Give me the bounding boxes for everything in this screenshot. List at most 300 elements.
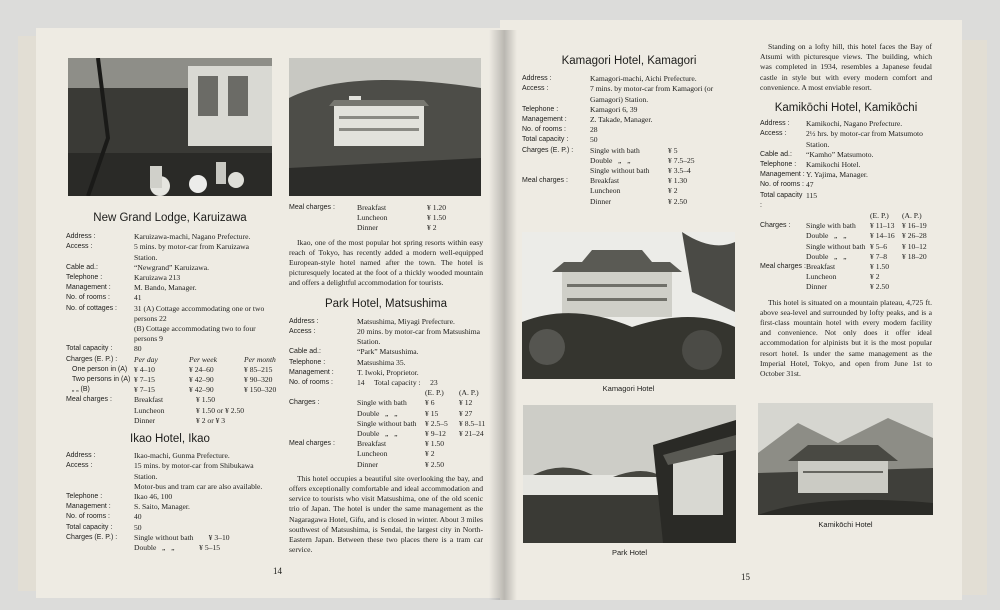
meal-price: ¥ 1.50 or ¥ 2.50 — [196, 405, 245, 415]
meal-values — [806, 262, 932, 272]
info-value: 50 — [134, 522, 142, 532]
info-value: Kamagori 6, 39 — [590, 104, 638, 114]
info-key: Total capacity : — [66, 345, 113, 353]
info-value: Y. Yajima, Manager. — [806, 170, 868, 180]
meal-price: ¥ 2 or ¥ 3 — [196, 415, 226, 425]
meal-row — [289, 439, 483, 449]
meal-row — [66, 395, 274, 405]
meal-label: Meal charges : — [289, 440, 335, 448]
meal-spacer — [66, 416, 134, 426]
charges-row-label: Double „ „ — [806, 251, 847, 261]
charges-values — [134, 385, 299, 395]
charges-head — [134, 355, 299, 365]
meal-values — [806, 282, 932, 292]
charges-values — [806, 242, 957, 252]
info-value: 80 — [134, 344, 142, 354]
meal-values — [357, 203, 483, 213]
charge-cell: ¥ 10–12 — [902, 241, 927, 251]
ep-head: (E. P.) — [425, 388, 444, 398]
info-row — [289, 358, 483, 368]
info-key — [66, 324, 134, 344]
info-value: “Kamho” Matsumoto. — [806, 149, 874, 159]
meal-row — [760, 262, 932, 272]
meal-name: Luncheon — [590, 186, 621, 196]
charges-label: Charges : — [760, 222, 791, 230]
info-row — [760, 150, 932, 160]
meal-name: Dinner — [357, 459, 379, 469]
info-row — [522, 74, 736, 84]
charges-spacer — [289, 409, 357, 419]
meal-price: ¥ 1.50 — [425, 439, 444, 449]
ap-head: (A. P.) — [459, 388, 479, 398]
grand-lodge-section — [66, 212, 277, 553]
per-month-head: Per month — [244, 354, 276, 364]
meal-price: ¥ 1.50 — [427, 213, 446, 223]
charges-row-label: Two persons in (A) — [72, 376, 131, 384]
info-row — [66, 232, 274, 242]
info-value: Ikao 46, 100 — [134, 492, 173, 502]
meal-price: ¥ 1.50 — [196, 395, 215, 405]
meal-row — [66, 406, 274, 416]
meal-spacer — [522, 186, 590, 196]
info-row — [66, 492, 274, 502]
charges-row — [289, 418, 486, 429]
kamikochi-section — [760, 42, 932, 379]
meal-values — [134, 416, 274, 426]
charges-row-label: Double „ „ — [357, 429, 398, 439]
info-value: “Park” Matsushima. — [357, 347, 419, 357]
charges-values — [590, 166, 736, 176]
info-value: 20 mins. by motor-car from Matsushima Station. — [357, 327, 481, 347]
meal-spacer — [66, 406, 134, 416]
info-key: Telephone : — [66, 493, 103, 501]
info-row — [66, 304, 274, 324]
info-row — [289, 317, 483, 327]
charge-cell: ¥ 42–90 — [189, 385, 214, 395]
park-hotel-title: Park Hotel, Matsushima — [324, 297, 448, 310]
info-value: Kamikochi, Nagano Prefecture. — [806, 119, 903, 129]
info-key: No. of rooms : — [66, 294, 110, 302]
charges-label: Charges (E. P.) : — [522, 146, 574, 154]
info-key: No. of cottages : — [66, 304, 117, 312]
info-row — [66, 482, 274, 492]
meal-price: ¥ 2 — [668, 186, 678, 196]
meal-price: ¥ 2.50 — [425, 459, 444, 469]
charge-cell: ¥ 21–24 — [459, 429, 484, 439]
meal-price: ¥ 2 — [427, 223, 437, 233]
info-row — [66, 263, 274, 273]
charge-cell: ¥ 26–28 — [902, 231, 927, 241]
kamagori-hotel-caption: Kamagori Hotel — [602, 384, 655, 393]
info-row — [289, 378, 483, 388]
mid-column — [289, 203, 486, 556]
ep-ap-spacer — [289, 388, 357, 398]
charge-cell: ¥ 2.5–5 — [425, 418, 448, 428]
charge-cell: ¥ 5 — [668, 145, 678, 155]
meal-values — [134, 395, 274, 405]
charge-cell: ¥ 12 — [459, 398, 473, 408]
ep-ap-header — [289, 388, 483, 398]
info-key: Telephone : — [289, 358, 326, 366]
info-value: M. Bando, Manager. — [134, 283, 197, 293]
info-value: Motor-bus and tram car are also available. — [134, 481, 263, 491]
meal-values — [590, 176, 736, 186]
meal-spacer — [289, 449, 357, 459]
info-value: Single without bath ¥ 3–10 — [134, 532, 230, 542]
charges-row — [522, 166, 736, 176]
charge-cell: ¥ 6 — [425, 398, 435, 408]
info-row — [760, 170, 932, 180]
meal-values — [134, 406, 274, 416]
meal-values — [806, 272, 932, 282]
grand-lodge-rows — [66, 232, 274, 354]
meal-values — [357, 439, 483, 449]
charge-cell: ¥ 15 — [425, 408, 439, 418]
header-spacer — [357, 388, 425, 398]
charges-values — [806, 231, 957, 241]
charges-row — [522, 156, 736, 166]
meal-row — [522, 197, 736, 207]
charges-row — [522, 146, 736, 156]
charges-row — [289, 409, 483, 419]
meal-row — [760, 272, 932, 282]
info-key: Address : — [66, 233, 96, 241]
meal-name: Luncheon — [357, 213, 388, 223]
charge-cell: ¥ 16–19 — [902, 221, 927, 231]
ep-ap-values — [806, 211, 957, 221]
info-key: Access : — [289, 328, 316, 336]
info-value: 41 — [134, 293, 142, 303]
book-spine-shadow — [489, 30, 517, 600]
meal-spacer — [760, 272, 806, 282]
grand-lodge-title: New Grand Lodge, Karuizawa — [93, 212, 247, 224]
meal-name: Breakfast — [134, 395, 164, 405]
kamagori-description: Standing on a lofty hill, this hotel faces the Bay of Atsumi with picturesque views. The building, which was completed in 1934, resembles a Japanese feudal castle in style but with every modern comfort and convenience. A most enviable resort. — [760, 42, 932, 92]
charges-row — [289, 429, 483, 439]
charges-spacer — [289, 419, 357, 429]
meal-spacer — [289, 213, 357, 223]
info-row — [522, 105, 736, 115]
info-value: 50 — [590, 135, 598, 145]
charges-values — [357, 419, 514, 429]
kamagori-hotel-title: Kamagori Hotel, Kamagori — [561, 55, 697, 67]
info-value: “Newgrand” Karuizawa. — [134, 262, 210, 272]
info-value: 115 — [806, 190, 818, 200]
ep-ap-values — [357, 388, 514, 398]
per-week-head: Per week — [189, 354, 218, 364]
info-key: Access : — [522, 85, 549, 93]
charges-row-label: Double „ „ — [590, 155, 631, 165]
kamagori-section — [522, 56, 736, 207]
info-key: Total capacity : — [66, 523, 113, 531]
info-key: Management : — [289, 368, 334, 376]
info-value: (B) Cottage accommodating two to four persons 9 — [134, 324, 256, 344]
kamikochi-hotel-caption: Kamikōchi Hotel — [818, 520, 873, 529]
ikao-description: Ikao, one of the most popular hot spring resorts within easy reach of Tokyo, has recently added a modern well-equipped European-style hotel named after the town. The hotel is picturesquely located at the foot of a thickly wooded mountain and offers a delightful accommodation for tourists. — [289, 237, 483, 288]
meal-values — [590, 186, 736, 196]
per-day-head: Per day — [134, 354, 158, 364]
ikao-hotel-photo — [289, 58, 481, 196]
info-key: Charges (E. P.) : — [66, 533, 118, 541]
meal-values — [357, 213, 483, 223]
info-key: Address : — [289, 317, 319, 325]
info-row — [760, 180, 932, 190]
info-key: Cable ad.: — [66, 263, 98, 271]
info-row — [760, 119, 932, 129]
meal-values — [357, 223, 483, 233]
info-row — [66, 461, 274, 481]
ikao-hotel-title: Ikao Hotel, Ikao — [130, 433, 210, 446]
ep-head: (E. P.) — [870, 211, 889, 221]
info-value: Karuizawa 213 — [134, 273, 181, 283]
meal-row — [289, 203, 483, 213]
info-row — [760, 191, 932, 211]
info-row — [66, 242, 274, 262]
charges-row-label: Single with bath — [590, 145, 640, 155]
kamikochi-hotel-photo — [758, 403, 933, 515]
meal-name: Dinner — [134, 415, 156, 425]
info-key: Cable ad.: — [289, 348, 321, 356]
meal-name: Luncheon — [134, 405, 165, 415]
info-key: No. of rooms : — [289, 379, 333, 387]
meal-price: ¥ 2 — [870, 272, 880, 282]
info-value: Double „ „ ¥ 5–15 — [134, 543, 221, 553]
park-hotel-description: This hotel occupies a beautiful site overlooking the bay, and offers exceptionally comfortable and ideal accommodation and service to tourists who visit Matsushima, one of the old scenic trio of Japan. The hotel is under the same management as the Nagaragawa Hotel, Gifu, and is closed in winter. About 3 miles southwest of Matsushima, is Sendai, the largest city in North-Eastern Japan. Between these two places there is a tram car service. — [289, 473, 483, 555]
meal-name: Breakfast — [357, 439, 387, 449]
info-value: Matsushima, Miyagi Prefecture. — [357, 316, 455, 326]
charges-row — [66, 375, 274, 385]
meal-spacer — [522, 197, 590, 207]
charges-row-label: Double „ „ — [806, 231, 847, 241]
info-key: Access : — [760, 130, 787, 138]
charges-label: Charges (E. P.) : — [66, 355, 118, 363]
meal-row — [522, 176, 736, 186]
info-value: Ikao-machi, Gunma Prefecture. — [134, 451, 230, 461]
meal-name: Breakfast — [806, 262, 836, 272]
charge-cell: ¥ 7–8 — [870, 251, 888, 261]
ep-ap-spacer — [760, 211, 806, 221]
header-spacer — [806, 211, 870, 221]
info-row — [66, 512, 274, 522]
info-value: 15 mins. by motor-car from Shibukawa Station. — [134, 461, 254, 481]
charges-values — [134, 375, 299, 385]
meal-price: ¥ 2.50 — [870, 282, 889, 292]
charges-row-label: Double „ „ — [357, 408, 398, 418]
meal-values — [357, 449, 483, 459]
charges-row — [760, 252, 932, 262]
meal-label: Meal charges : — [289, 204, 335, 211]
charges-row — [760, 231, 932, 241]
info-key: Access : — [66, 462, 93, 470]
info-value: 28 — [590, 125, 598, 135]
charges-row-label: Single with bath — [806, 221, 856, 231]
charges-spacer — [522, 156, 590, 166]
meal-spacer — [289, 460, 357, 470]
info-key: Access : — [66, 243, 93, 251]
charges-spacer — [522, 166, 590, 176]
charge-cell: ¥ 7–15 — [134, 385, 155, 395]
charge-cell: ¥ 18–20 — [902, 251, 927, 261]
meal-row — [522, 186, 736, 196]
info-key: Management : — [66, 284, 111, 292]
meal-name: Luncheon — [357, 449, 388, 459]
charge-cell: ¥ 7–15 — [134, 375, 155, 385]
meal-price: ¥ 2.50 — [668, 196, 687, 206]
charges-row-label: Single without bath — [590, 166, 650, 176]
charges-row — [760, 242, 932, 252]
info-row — [66, 451, 274, 461]
info-key: Management : — [760, 171, 805, 179]
info-row — [66, 324, 274, 344]
info-value: Kamagori-machi, Aichi Prefecture. — [590, 74, 697, 84]
meal-row — [289, 460, 483, 470]
charge-cell: ¥ 4–10 — [134, 364, 155, 374]
grand-lodge-photo — [68, 58, 272, 196]
info-value: 47 — [806, 180, 814, 190]
charges-spacer — [760, 252, 806, 262]
info-key: No. of rooms : — [760, 181, 804, 189]
info-row — [66, 283, 274, 293]
info-row — [66, 502, 274, 512]
charges-spacer — [760, 231, 806, 241]
meal-label: Meal charges : — [66, 396, 112, 404]
charges-header-row — [66, 355, 274, 365]
ep-ap-header — [760, 211, 932, 221]
info-key: Total capacity : — [760, 191, 803, 209]
info-row — [522, 135, 736, 145]
info-value: T. Iwoki, Proprietor. — [357, 367, 419, 377]
info-key: Telephone : — [66, 274, 103, 282]
info-row — [760, 129, 932, 149]
charges-row — [289, 398, 483, 408]
meal-price: ¥ 1.30 — [668, 176, 687, 186]
charges-values — [357, 398, 514, 408]
info-value: S. Saito, Manager. — [134, 502, 190, 512]
info-key: Cable ad.: — [760, 150, 792, 158]
info-value: 31 (A) Cottage accommodating one or two persons 22 — [134, 303, 265, 323]
meal-name: Dinner — [806, 282, 828, 292]
meal-row — [66, 416, 274, 426]
charge-cell: ¥ 150–320 — [244, 385, 277, 395]
charge-cell: ¥ 11–13 — [870, 221, 895, 231]
charge-cell: ¥ 5–6 — [870, 241, 888, 251]
info-row — [66, 543, 274, 553]
charges-values — [357, 409, 514, 419]
info-value: 2½ hrs. by motor-car from Matsumoto Station. — [806, 129, 923, 149]
charge-cell: ¥ 42–90 — [189, 375, 214, 385]
meal-row — [289, 213, 483, 223]
info-key: Total capacity : — [522, 136, 569, 144]
info-row — [66, 293, 274, 303]
meal-row — [289, 449, 483, 459]
park-hotel-photo — [523, 405, 736, 543]
charge-cell: ¥ 27 — [459, 408, 473, 418]
meal-name: Luncheon — [806, 272, 837, 282]
park-hotel-caption: Park Hotel — [611, 548, 647, 557]
meal-label: Meal charges : — [522, 177, 568, 185]
info-row — [289, 347, 483, 357]
charges-values — [590, 156, 736, 166]
info-key: Management : — [66, 503, 111, 511]
info-row — [289, 368, 483, 378]
charges-values — [357, 429, 514, 439]
info-row — [66, 344, 274, 354]
charge-cell: ¥ 3.5–4 — [668, 166, 691, 176]
page-number-left: 14 — [273, 566, 282, 576]
charges-label: Charges : — [289, 399, 320, 407]
info-key: Telephone : — [760, 161, 797, 169]
charges-values — [806, 221, 957, 231]
meal-values — [357, 460, 483, 470]
kamagori-hotel-photo — [522, 232, 735, 379]
meal-row — [760, 282, 932, 292]
meal-price: ¥ 2 — [425, 449, 435, 459]
info-row — [66, 533, 274, 543]
charges-row — [66, 365, 274, 375]
charge-cell: ¥ 7.5–25 — [668, 155, 695, 165]
meal-label: Meal charges : — [760, 263, 806, 271]
charges-values — [590, 146, 736, 156]
charge-cell: ¥ 85–215 — [244, 364, 273, 374]
charges-spacer — [760, 242, 806, 252]
kamikochi-hotel-title: Kamikōchi Hotel, Kamikōchi — [774, 102, 918, 115]
info-row — [66, 523, 274, 533]
ap-head: (A. P.) — [902, 211, 922, 221]
info-value: 40 — [134, 512, 142, 522]
charges-spacer — [289, 429, 357, 439]
charges-row — [760, 221, 932, 231]
info-value: Matsushima 35. — [357, 357, 406, 367]
meal-name: Breakfast — [357, 203, 387, 212]
info-key: Telephone : — [522, 105, 559, 113]
info-key: Address : — [760, 120, 790, 128]
meal-name: Dinner — [590, 196, 612, 206]
info-key: No. of rooms : — [522, 126, 566, 134]
charge-cell: ¥ 24–60 — [189, 364, 214, 374]
info-row — [522, 125, 736, 135]
meal-values — [590, 197, 736, 207]
info-value: 7 mins. by motor-car from Kamagori (or Gamagori) Station. — [590, 84, 714, 104]
info-key — [66, 482, 134, 492]
info-row — [289, 327, 483, 347]
info-row — [522, 84, 736, 104]
meal-name: Dinner — [357, 223, 379, 233]
charges-row-label: Single without bath — [806, 241, 866, 251]
kamikochi-description: This hotel is situated on a mountain plateau, 4,725 ft. above sea-level and surrounded by lofty peaks, and is a first-class mountain hotel with every modern facility and convenience. Not only does it offer ideal accommodation for alpinists but it is the most popular resort hotel. Is under the same management as the Imperial Hotel, Tokyo, and open from June 1st to October 31st. — [760, 297, 932, 379]
info-row — [760, 160, 932, 170]
info-value: Kamikochi Hotel. — [806, 160, 861, 170]
charges-values — [134, 365, 299, 375]
charges-row-label: Single with bath — [357, 398, 407, 408]
info-key: No. of rooms : — [66, 513, 110, 521]
info-key: Address : — [522, 75, 552, 83]
charges-row — [66, 385, 277, 395]
charge-cell: ¥ 90–320 — [244, 375, 273, 385]
meal-row — [289, 223, 483, 233]
meal-price: ¥ 1.20 — [427, 203, 446, 212]
meal-spacer — [760, 282, 806, 292]
info-value: Z. Takade, Manager. — [590, 115, 653, 125]
charges-row-label: „ „ (B) — [72, 386, 90, 394]
meal-name: Breakfast — [590, 176, 620, 186]
charge-cell: ¥ 8.5–11 — [459, 418, 486, 428]
info-key: Address : — [66, 452, 96, 460]
charges-values — [806, 252, 957, 262]
charge-cell: ¥ 14–16 — [870, 231, 895, 241]
info-key: Management : — [522, 116, 567, 124]
info-value: Karuizawa-machi, Nagano Prefecture. — [134, 232, 251, 242]
charges-row-label: One person in (A) — [72, 365, 128, 373]
